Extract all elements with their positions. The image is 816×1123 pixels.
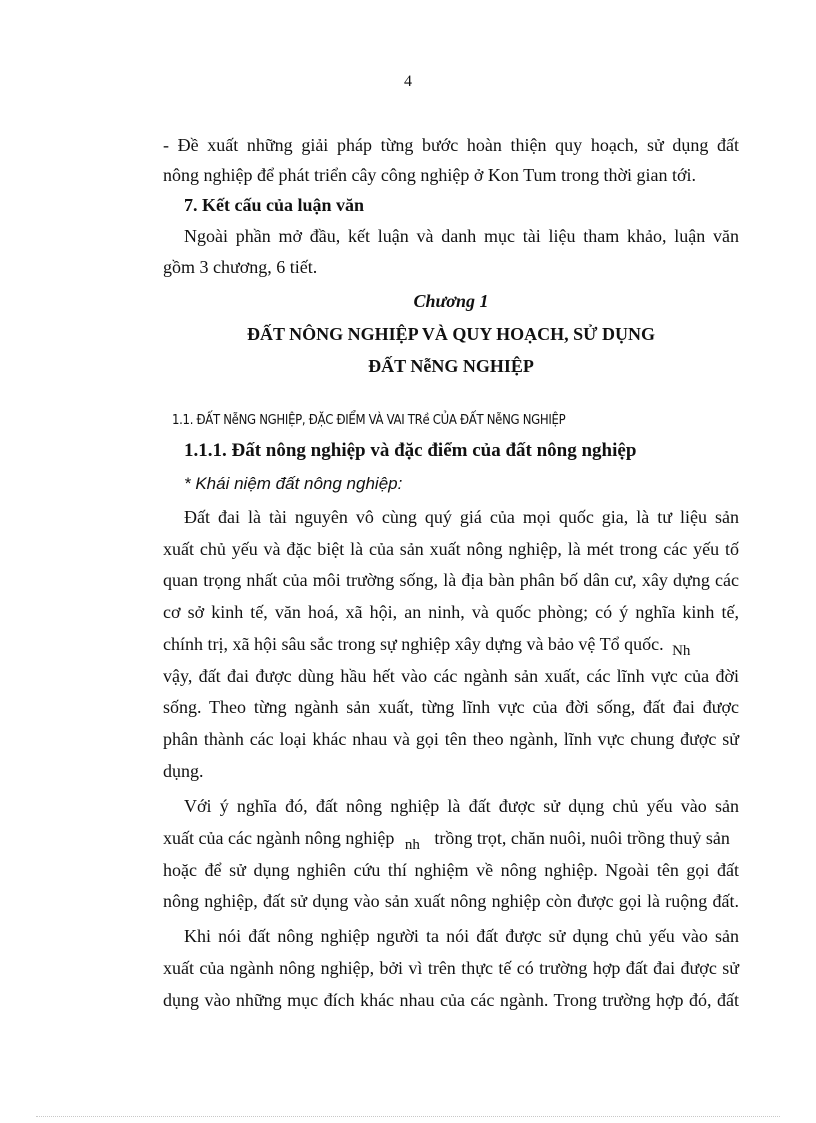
- body-line: sống. Theo từng ngành sản xuất, từng lĩnh vực của đời sống, đất đai được: [163, 697, 739, 717]
- body-line-text: trồng trọt, chăn nuôi, nuôi trồng thuỷ sản: [434, 828, 730, 848]
- body-line: cơ sở kinh tế, văn hoá, xã hội, an ninh, và quốc phòng; có ý nghĩa kinh tế,: [163, 602, 739, 622]
- body-line: Với ý nghĩa đó, đất nông nghiệp là đất được sử dụng chủ yếu vào sản: [184, 796, 739, 816]
- page-number: 4: [404, 73, 412, 90]
- body-line: phân thành các loại khác nhau và gọi tên theo ngành, lĩnh vực chung được sử: [163, 729, 739, 749]
- section-heading-1-1: 1.1. ĐẤT NễNG NGHIỆP, ĐẶC ĐIỂM VÀ VAI TRề CỦA ĐẤT NễNG NGHIỆP: [172, 413, 566, 428]
- chapter-title: ĐẤT NễNG NGHIỆP: [368, 356, 534, 376]
- section-heading-structure: 7. Kết cấu của luận văn: [184, 195, 365, 215]
- body-line: [163, 633, 690, 657]
- body-line: xuất chủ yếu và đặc biệt là của sản xuất nông nghiệp, là mét trong các yếu tố: [163, 539, 739, 559]
- body-line: dụng.: [163, 761, 204, 781]
- body-line: Đất đai là tài nguyên vô cùng quý giá của mọi quốc gia, là tư liệu sản: [184, 507, 739, 527]
- chapter-label: Chương 1: [413, 291, 489, 311]
- paragraph-proposal-line: - Đề xuất những giải pháp từng bước hoàn thiện quy hoạch, sử dụng đất: [163, 135, 739, 155]
- footer-divider: [36, 1116, 780, 1117]
- body-line: [163, 827, 730, 851]
- body-line: Khi nói đất nông nghiệp người ta nói đất được sử dụng chủ yếu vào sản: [184, 926, 739, 946]
- body-line: nông nghiệp, đất sử dụng vào sản xuất nông nghiệp còn được gọi là ruộng đất.: [163, 891, 739, 911]
- body-line-fragment: nh: [404, 837, 420, 853]
- paragraph-structure-line: gồm 3 chương, 6 tiết.: [163, 257, 318, 277]
- body-line-text: xuất của các ngành nông nghiệp: [163, 828, 395, 848]
- body-line-fragment: Nh: [672, 643, 691, 659]
- body-line: xuất của ngành nông nghiệp, bởi vì trên thực tế có trường hợp đất đai được sử: [163, 958, 739, 978]
- concept-label: * Khái niệm đất nông nghiệp:: [184, 474, 403, 493]
- paragraph-structure-line: Ngoài phần mở đầu, kết luận và danh mục tài liệu tham khảo, luận văn: [184, 226, 739, 246]
- body-line: dụng vào những mục đích khác nhau của các ngành. Trong trường hợp đó, đất: [163, 990, 739, 1010]
- body-line: hoặc để sử dụng nghiên cứu thí nghiệm về nông nghiệp. Ngoài tên gọi đất: [163, 860, 739, 880]
- chapter-title: ĐẤT NÔNG NGHIỆP VÀ QUY HOẠCH, SỬ DỤNG: [246, 324, 656, 344]
- section-heading-1-1-1: 1.1.1. Đất nông nghiệp và đặc điểm của đất nông nghiệp: [184, 440, 637, 461]
- paragraph-proposal-line: nông nghiệp để phát triển cây công nghiệp ở Kon Tum trong thời gian tới.: [163, 165, 696, 185]
- body-line: vậy, đất đai được dùng hầu hết vào các ngành sản xuất, các lĩnh vực của đời: [163, 666, 739, 686]
- body-line-text: chính trị, xã hội sâu sắc trong sự nghiệp xây dựng và bảo vệ Tổ quốc.: [163, 634, 664, 654]
- body-line: quan trọng nhất của môi trường sống, là địa bàn phân bố dân cư, xây dựng các: [163, 570, 739, 590]
